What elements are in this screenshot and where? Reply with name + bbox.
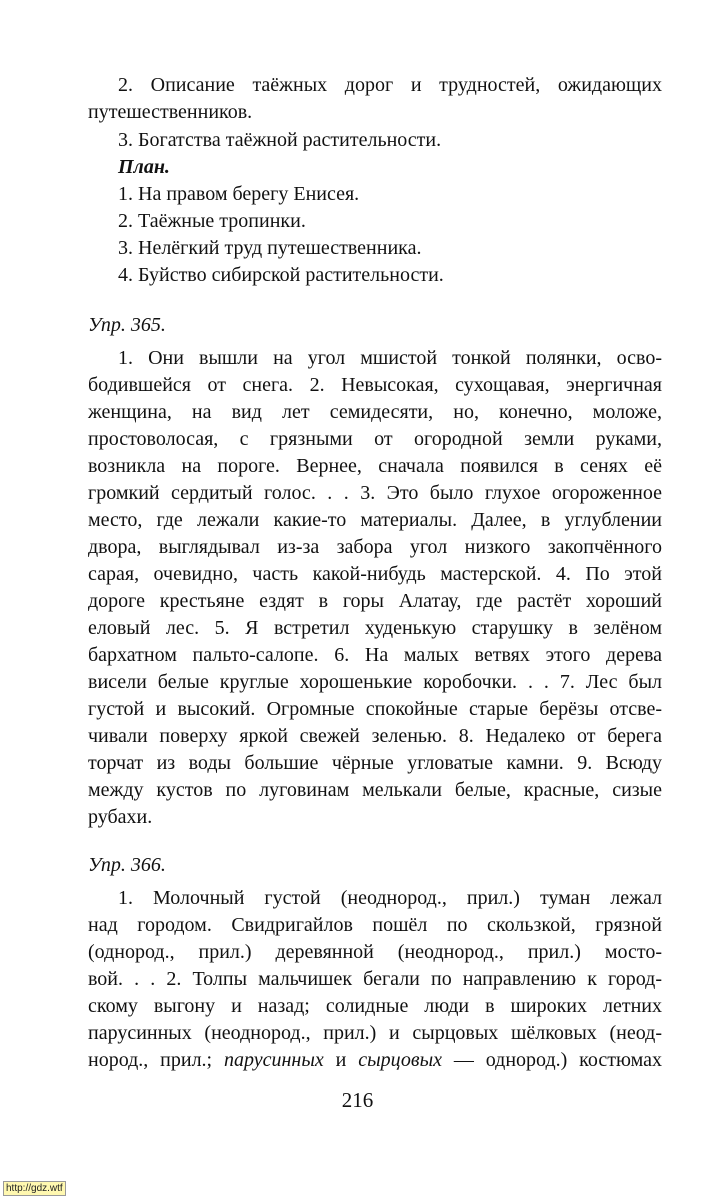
text-line: сарая, очевидно, часть какой-нибудь мастерской. 4. По этой xyxy=(88,563,662,585)
text-line: громкий сердитый голос. . . 3. Это было глухое огороженное xyxy=(88,482,662,504)
text-line: 2. Таёжные тропинки. xyxy=(118,210,306,232)
text-line: 1. На правом берегу Енисея. xyxy=(118,183,360,205)
watermark-link[interactable]: http://gdz.wtf xyxy=(3,1181,66,1196)
text-line: женщина, на вид лет семидесяти, но, конечно, моложе, xyxy=(88,401,662,423)
text-line: парусинных (неоднород., прил.) и сырцовых шёлковых (неод- xyxy=(88,1022,662,1044)
text-line: 1. Они вышли на угол мшистой тонкой полянки, осво- xyxy=(118,347,662,369)
exercise-heading-365: Упр. 365. xyxy=(88,314,166,336)
text-line: 4. Буйство сибирской растительности. xyxy=(118,264,444,286)
text-line: вой. . . 2. Толпы мальчишек бегали по направлению к город- xyxy=(88,968,662,990)
italic-term: сырцовых xyxy=(358,1049,442,1071)
text-line: между кустов по луговинам мелькали белые, красные, сизые xyxy=(88,779,662,801)
text-line xyxy=(88,1047,662,1074)
plan-heading: План. xyxy=(118,156,170,178)
text-line: висели белые круглые хорошенькие коробочки. . . 7. Лес был xyxy=(88,671,662,693)
text-line: бодившейся от снега. 2. Невысокая, сухощавая, энергичная xyxy=(88,374,662,396)
text-line: густой и высокий. Огромные спокойные старые берёзы отсве- xyxy=(88,698,662,720)
text-line: над городом. Свидригайлов пошёл по скользкой, грязной xyxy=(88,914,662,936)
text-line: 1. Молочный густой (неоднород., прил.) туман лежал xyxy=(118,887,662,909)
text-line: чивали поверху яркой свежей зеленью. 8. Недалеко от берега xyxy=(88,725,662,747)
text-line: скому выгону и назад; солидные люди в широких летних xyxy=(88,995,662,1017)
text-line: торчат из воды большие чёрные угловатые камни. 9. Всюду xyxy=(88,752,662,774)
text-line: (однород., прил.) деревянной (неоднород., прил.) мосто- xyxy=(88,941,662,963)
text-line: бархатном пальто-салопе. 6. На малых ветвях этого дерева xyxy=(88,644,662,666)
exercise-heading-366: Упр. 366. xyxy=(88,854,166,876)
text-fragment: — однород.) костюмах xyxy=(453,1049,663,1071)
text-line: 3. Богатства таёжной растительности. xyxy=(118,129,442,151)
text-fragment: и xyxy=(335,1049,347,1071)
page-number: 216 xyxy=(341,1088,374,1112)
text-line: путешественников. xyxy=(88,101,253,123)
text-fragment: нород., прил.; xyxy=(88,1049,213,1071)
text-line: дороге крестьяне ездят в горы Алатау, где растёт хороший xyxy=(88,590,662,612)
italic-term: парусинных xyxy=(224,1049,324,1071)
text-line: 3. Нелёгкий труд путешественника. xyxy=(118,237,422,259)
text-line: еловый лес. 5. Я встретил худенькую старушку в зелёном xyxy=(88,617,662,639)
text-line: рубахи. xyxy=(88,806,153,828)
text-line: простоволосая, с грязными от огородной земли руками, xyxy=(88,428,662,450)
text-line: место, где лежали какие-то материалы. Далее, в углублении xyxy=(88,509,662,531)
text-line: 2. Описание таёжных дорог и трудностей, ожидающих xyxy=(118,74,662,96)
text-line: возникла на пороге. Вернее, сначала появился в сенях её xyxy=(88,455,662,477)
text-line: двора, выглядывал из-за забора угол низкого закопчённого xyxy=(88,536,662,558)
